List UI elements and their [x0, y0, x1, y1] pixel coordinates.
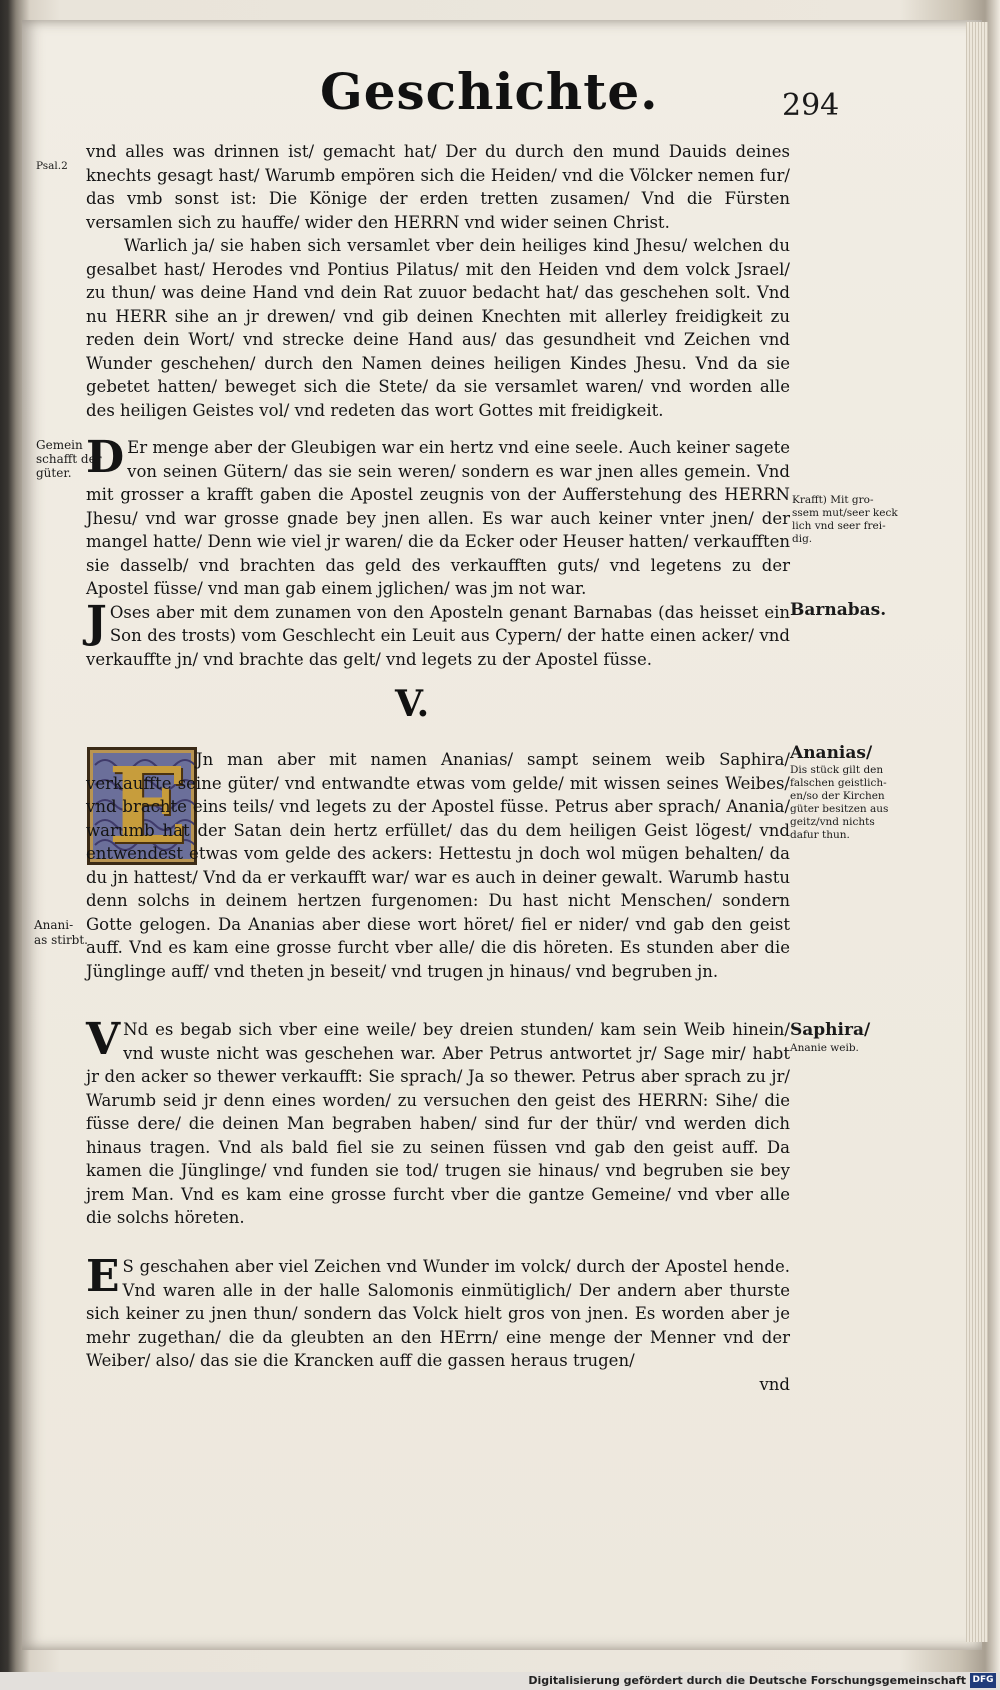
margin-note-ananias-title: Ananias/ — [790, 743, 873, 763]
dfg-logo: DFG — [970, 1673, 996, 1688]
text-block-1 — [86, 140, 790, 422]
text-block-3 — [86, 748, 790, 983]
drop-cap: V — [86, 1014, 121, 1065]
page-edges — [966, 22, 988, 1642]
page-number: 294 — [782, 88, 840, 123]
chapter-heading: V. — [395, 683, 430, 725]
drop-cap: E — [86, 1251, 120, 1302]
drop-cap: D — [86, 432, 125, 483]
paragraph: V Nd es begab sich vber eine weile/ bey dreien stunden/ kam sein Weib hinein/ vnd wuste nicht was geschehen war. Aber Petrus antwortet jr/ Sage mir/ habt jr den acker so thewer verkaufft: Sie sprach/ Ja so thewer. Petrus aber sprach zu jr/ Warumb seid jr denn eines worden/ zu versuchen den geist des HERRN: Sihe/ die füsse dere/ die deinen Man begraben haben/ sind fur der thür/ vnd werden dich hinaus tragen. Vnd als bald fiel sie zu seinen füssen vnd gab den geist auff. Da kamen die Jünglinge/ vnd funden sie tod/ trugen sie hinaus/ vnd begruben sie bey jrem Man. Vnd es kam eine grosse furcht vber die gantze Gemeine/ vnd vber alle die solchs höreten. — [86, 1014, 790, 1227]
initial-letter: E — [108, 747, 188, 865]
drop-cap: J — [86, 596, 107, 648]
paragraph: vnd alles was drinnen ist/ gemacht hat/ Der du durch den mund Dauids deines knechts gesagt hast/ Warumb empören sich die Heiden/ vnd die Völcker nemen fur/ das vmb sonst ist: Die Könige der erden tretten zusamen/ Vnd die Fürsten versamlen sich zu hauffe/ wider den HERRN vnd wider seinen Christ. — [86, 142, 790, 232]
paragraph: Warlich ja/ sie haben sich versamlet vber dein heiliges kind Jhesu/ welchen du gesalbet hast/ Herodes vnd Pontius Pilatus/ mit den Heiden vnd dem volck Jsrael/ zu thun/ was deine Hand vnd dein Rat zuuor bedacht hat/ das geschehen solt. Vnd nu HERR sihe an jr drewen/ vnd gib deinen Knechten mit allerley freidigkeit zu reden dein Wort/ vnd strecke deine Hand aus/ das gesundheit vnd Zeichen vnd Wunder geschehen/ durch den Namen deines heiligen Kindes Jhesu. Vnd da sie gebetet hatten/ beweget sich die Stete/ da sie versamlet waren/ vnd worden alle des heiligen Geistes vol/ vnd redeten das wort Gottes mit freidigkeit. — [86, 236, 790, 420]
text-block-5 — [86, 1251, 790, 1396]
catchword: vnd — [759, 1374, 790, 1394]
text-block-4 — [86, 1014, 790, 1230]
paragraph: D Er menge aber der Gleubigen war ein hertz vnd eine seele. Auch keiner sagete von seinen Gütern/ das sie sein weren/ sondern es war jnen alles gemein. Vnd mit grosser a krafft gaben die Apostel zeugnis von der Aufferstehung des HERRN Jhesu/ vnd war grosse gnade bey jnen allen. Es war auch keiner vnter jnen/ der mangel hatte/ Denn wie viel jr waren/ die da Ecker oder Heuser hatten/ verkaufften sie dasselb/ vnd brachten das geld des verkaufften guts/ vnd legetens zu der Apostel füsse/ vnd man gab einem jglichen/ was jm not war. — [86, 432, 790, 598]
footer-bar — [0, 1672, 1000, 1690]
footer-credit: Digitalisierung gefördert durch die Deutsche Forschungsgemeinschaft — [528, 1674, 966, 1687]
paragraph: E S geschahen aber viel Zeichen vnd Wunder im volck/ durch der Apostel hende. Vnd waren alle in der halle Salomonis einmütiglich/ Der andern aber thurste sich keiner zu jnen thun/ sondern das Volck hielt gros von jnen. Es worden aber je mehr zugethan/ die da gleubten an den HErrn/ eine menge der Menner vnd der Weiber/ also/ das sie die Krancken auff die gassen heraus trugen/ — [86, 1251, 790, 1370]
running-head: Geschichte. — [320, 62, 659, 121]
margin-note-psalm: Psal.2 — [36, 160, 68, 172]
margin-note-krafft: Krafft) Mit gro- ssem mut/seer keck lich vnd seer frei- dig. — [792, 494, 898, 545]
margin-note-barnabas: Barnabas. — [790, 600, 887, 620]
text-block-2 — [86, 432, 790, 671]
margin-note-ananias-stirbt: Anani- as stirbt. — [34, 918, 88, 947]
paragraph: J Oses aber mit dem zunamen von den Aposteln genant Barnabas (das heisset ein Son des trosts) vom Geschlecht ein Leuit aus Cypern/ der hatte einen acker/ vnd verkauffte jn/ vnd brachte das gelt/ vnd legets zu der Apostel füsse. — [86, 596, 790, 669]
margin-note-gemeinschaft: Gemein schafft der güter. — [36, 438, 102, 480]
margin-note-ananias: Dis stück gilt den falschen geistlich- en/so der Kirchen güter besitzen aus geitz/vnd nichts dafur thun. — [790, 764, 889, 841]
margin-note-saphira: Ananie weib. — [790, 1042, 859, 1054]
paragraph: Jn man aber mit namen Ananias/ sampt seinem weib Saphira/ verkauffte seine güter/ vnd entwandte etwas vom gelde/ mit wissen seines Weibes/ vnd brachte eins teils/ vnd legets zu der Apostel füsse. Petrus aber sprach/ Anania/ warumb hat der Satan dein hertz erfüllet/ das du dem heiligen Geist lögest/ vnd entwendest etwas vom gelde des ackers: Hettestu jn doch wol mügen behalten/ da du jn hattest/ Vnd da er verkaufft war/ war es auch in deiner gewalt. Warumb hastu denn solchs in deinem hertzen furgenomen: Du hast nicht Menschen/ sondern Gotte gelogen. Da Ananias aber diese wort höret/ fiel er nider/ vnd gab den geist auff. Vnd es kam eine grosse furcht vber alle/ die dis höreten. Es stunden aber die Jünglinge auff/ vnd theten jn beseit/ vnd trugen jn hinaus/ vnd begruben jn. — [86, 750, 790, 981]
margin-note-saphira-title: Saphira/ — [790, 1020, 871, 1040]
